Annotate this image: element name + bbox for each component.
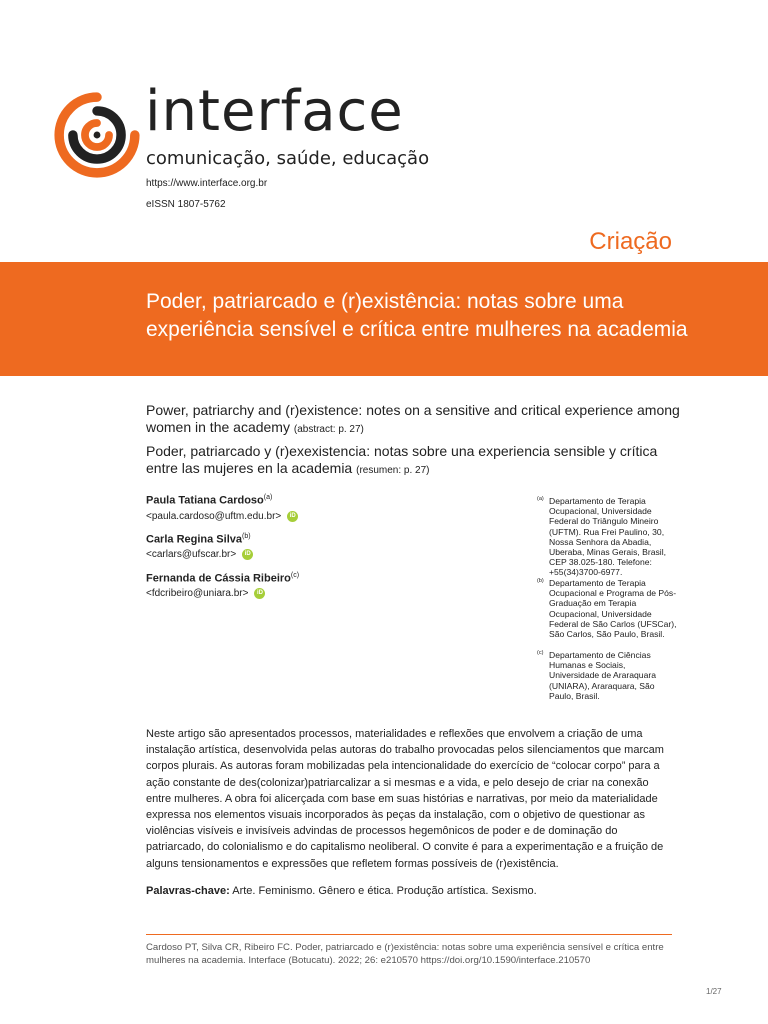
english-title xyxy=(146,402,686,438)
author-3 xyxy=(146,572,299,585)
section-label: Criação xyxy=(589,228,672,255)
orcid-icon[interactable]: iD xyxy=(242,549,253,560)
affiliation-a xyxy=(537,496,677,578)
keywords-label: Palavras-chave: xyxy=(146,885,230,897)
affiliation-text: Departamento de Terapia Ocupacional, Universidade Federal do Triângulo Mineiro (UFTM). Rua Frei Paulino, 30, Nossa Senhora da Abadia, Uberaba, Minas Gerais, Brasil, CEP 38.025-180. Telefone: +55(34)3700-6977. xyxy=(549,496,667,578)
keywords xyxy=(146,885,537,897)
spanish-resumen-note: (resumen: p. 27) xyxy=(356,465,430,476)
affiliation-text: Departamento de Terapia Ocupacional e Programa de Pós-Graduação em Terapia Ocupacional, Universidade Federal de São Carlos (UFSCar), São Carlos, São Paulo, Brasil. xyxy=(549,578,677,640)
spanish-title xyxy=(146,443,686,479)
article-title: Poder, patriarcado e (r)existência: notas sobre uma experiência sensível e crítica entre mulheres na academia xyxy=(146,290,688,341)
affiliation-mark: (a) xyxy=(263,494,273,501)
footer-divider xyxy=(146,934,672,935)
affiliation-mark: (b) xyxy=(242,533,251,540)
author-name: Fernanda de Cássia Ribeiro xyxy=(146,572,291,585)
eissn: eISSN 1807-5762 xyxy=(146,199,226,210)
brand-name: interface xyxy=(145,79,404,144)
spanish-title-text: Poder, patriarcado y (r)exexistencia: notas sobre una experiencia sensible y crítica entre las mujeres en la academia xyxy=(146,443,658,476)
affiliation-mark: (c) xyxy=(290,572,300,579)
abstract-text: Neste artigo são apresentados processos, materialidades e reflexões que envolvem a criação de uma instalação artística, desenvolvida pelas autoras do trabalho provocadas pelos silenciamentos que marcam corpos plurais. As autoras foram mobilizadas pela intencionalidade do exercício de “colocar corpo” para a ação constante de des(colonizar)patriarcalizar a si mesmas e a vida, e pelo desejo de criar na conexão entre mulheres. A obra foi alicerçada com base em suas histórias e narrativas, por meio da materialidade expressa nos elementos visuais incorporados às peças da instalação, com o objetivo de questionar as violências visíveis e invisíveis advindas de processos hegemônicos de poder e de dominação do patriarcado, do colonialismo e do capitalismo neoliberal. O convite é para a experimentação e a fruição de alguns tensionamentos e expressões que refletem formas possíveis de (r)existência. xyxy=(146,728,664,870)
author-1-email-row xyxy=(146,511,298,522)
author-name: Paula Tatiana Cardoso xyxy=(146,494,264,507)
site-url-link[interactable]: https://www.interface.org.br xyxy=(146,178,268,189)
author-2-email-row xyxy=(146,549,253,560)
spiral-logo-icon xyxy=(52,92,142,178)
orcid-icon[interactable]: iD xyxy=(254,588,265,599)
author-email[interactable]: <carlars@ufscar.br> xyxy=(146,549,237,560)
author-1 xyxy=(146,494,272,507)
english-abstract-note: (abstract: p. 27) xyxy=(293,424,364,435)
english-title-text: Power, patriarchy and (r)existence: notes on a sensitive and critical experience among women in the academy xyxy=(146,402,680,435)
orcid-icon[interactable]: iD xyxy=(287,511,298,522)
affiliation-mark: (c) xyxy=(537,650,544,656)
author-3-email-row xyxy=(146,588,265,599)
affiliation-b xyxy=(537,578,677,639)
affiliation-mark: (b) xyxy=(537,578,544,584)
author-name: Carla Regina Silva xyxy=(146,533,242,546)
affiliation-text: Departamento de Ciências Humanas e Sociais, Universidade de Araraquara (UNIARA), Araraquara, São Paulo, Brasil. xyxy=(549,650,657,701)
author-2 xyxy=(146,533,251,546)
brand-tagline: comunicação, saúde, educação xyxy=(146,148,430,169)
author-email[interactable]: <fdcribeiro@uniara.br> xyxy=(146,588,249,599)
citation: Cardoso PT, Silva CR, Ribeiro FC. Poder, patriarcado e (r)existência: notas sobre uma experiência sensível e crítica entre mulheres na academia. Interface (Botucatu). 2022; 26: e210570 https://doi.org/10.1590/interface.210570 xyxy=(146,942,664,966)
affiliation-c xyxy=(537,650,677,701)
keywords-text: Arte. Feminismo. Gênero e ética. Produção artística. Sexismo. xyxy=(232,885,537,897)
page-number: 1/27 xyxy=(706,987,722,996)
author-email[interactable]: <paula.cardoso@uftm.edu.br> xyxy=(146,511,282,522)
affiliation-mark: (a) xyxy=(537,496,544,502)
